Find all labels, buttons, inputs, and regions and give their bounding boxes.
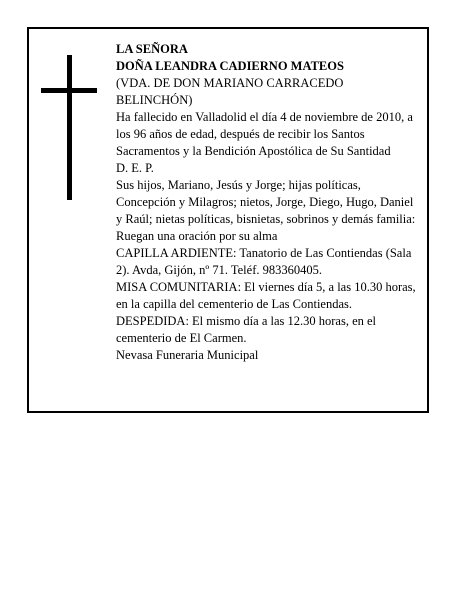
mass-info: MISA COMUNITARIA: El viernes día 5, a las 10.30 horas, en la capilla del cementerio de Las Contiendas. (116, 280, 416, 311)
widow-of-line: (VDA. DE DON MARIANO CARRACEDO BELINCHÓN) (116, 76, 344, 107)
death-info: Ha fallecido en Valladolid el día 4 de noviembre de 2010, a los 96 años de edad, después de recibir los Santos Sacramentos y la Bendición Apostólica de Su Santidad (116, 110, 413, 158)
obituary-notice (27, 27, 429, 413)
notice-title-line1: LA SEÑORA (116, 42, 188, 56)
deceased-name: DOÑA LEANDRA CADIERNO MATEOS (116, 59, 344, 73)
cross-horizontal-bar (41, 88, 97, 93)
prayer-request: Ruegan una oración por su alma (116, 229, 278, 243)
chapel-info: CAPILLA ARDIENTE: Tanatorio de Las Contiendas (Sala 2). Avda, Gijón, nº 71. Teléf. 983360405. (116, 246, 412, 277)
farewell-info: DESPEDIDA: El mismo día a las 12.30 horas, en el cementerio de El Carmen. (116, 314, 377, 345)
cross-vertical-bar (67, 55, 72, 200)
funeral-home: Nevasa Funeraria Municipal (116, 348, 259, 362)
family-list: Sus hijos, Mariano, Jesús y Jorge; hijas políticas, Concepción y Milagros; nietos, Jorge, Diego, Hugo, Daniel y Raúl; nietas políticas, bisnietas, sobrinos y demás familia: (116, 178, 416, 226)
latin-cross-icon (41, 55, 97, 200)
rip-line: D. E. P. (116, 161, 154, 175)
notice-body (116, 41, 416, 364)
